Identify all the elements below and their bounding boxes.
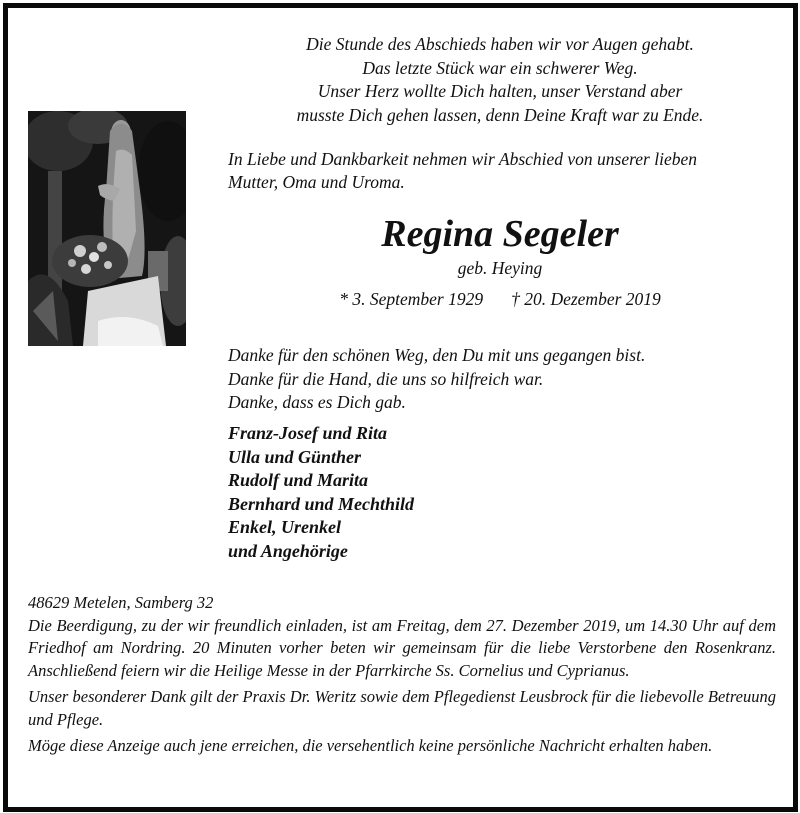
farewell-poem: [205, 33, 795, 127]
footer-notes: [28, 592, 776, 758]
mourner: Bernhard und Mechthild: [228, 493, 415, 514]
funeral-details: Die Beerdigung, zu der wir freundlich einladen, ist am Freitag, dem 27. Dezember 2019, um 14.30 Uhr auf dem Friedhof am Nordring. 20 Minuten vorher beten wir gemeinsam für die liebe Verstorbene den Rosenkranz. Anschließend feiern wir die Heilige Messe in der Pfarrkirche Ss. Cornelius und Cyprianus.: [28, 615, 776, 680]
memorial-statue-photo: [28, 111, 186, 346]
mourner: Rudolf und Marita: [228, 470, 369, 490]
thanks-verse: [228, 344, 788, 415]
thanks-line: Danke für den schönen Weg, den Du mit uns gegangen bist.: [228, 345, 646, 365]
deceased-name: Regina Segeler: [381, 213, 619, 255]
gratitude-note: Unser besonderer Dank gilt der Praxis Dr. Weritz sowie dem Pflegedienst Leusbrock für die liebevolle Betreuung und Pflege.: [28, 687, 776, 729]
mourner: Franz-Josef und Rita: [228, 423, 388, 443]
thanks-line: Danke, dass es Dich gab.: [228, 392, 406, 412]
death-date: † 20. Dezember 2019: [511, 289, 661, 309]
intro-line: In Liebe und Dankbarkeit nehmen wir Abschied von unserer lieben: [228, 149, 697, 169]
mourners-list: [228, 422, 628, 563]
notice-note: Möge diese Anzeige auch jene erreichen, die versehentlich keine persönliche Nachricht erhalten haben.: [28, 736, 713, 755]
thanks-line: Danke für die Hand, die uns so hilfreich war.: [228, 368, 544, 389]
intro-text: [228, 148, 788, 194]
poem-line: Die Stunde des Abschieds haben wir vor Augen gehabt.: [306, 34, 694, 54]
mourner: Ulla und Günther: [228, 446, 362, 467]
address: 48629 Metelen, Samberg 32: [28, 593, 214, 612]
birth-date: * 3. September 1929: [339, 289, 484, 309]
maiden-name: geb. Heying: [457, 258, 543, 278]
poem-line: Unser Herz wollte Dich halten, unser Verstand aber: [317, 81, 683, 101]
life-dates: [200, 288, 800, 310]
statue-image-icon: [28, 111, 186, 346]
poem-line: musste Dich gehen lassen, denn Deine Kraft war zu Ende.: [296, 104, 704, 125]
intro-line: Mutter, Oma und Uroma.: [228, 172, 405, 192]
mourner: und Angehörige: [228, 540, 348, 561]
mourner: Enkel, Urenkel: [228, 517, 342, 537]
poem-line: Das letzte Stück war ein schwerer Weg.: [362, 57, 638, 78]
